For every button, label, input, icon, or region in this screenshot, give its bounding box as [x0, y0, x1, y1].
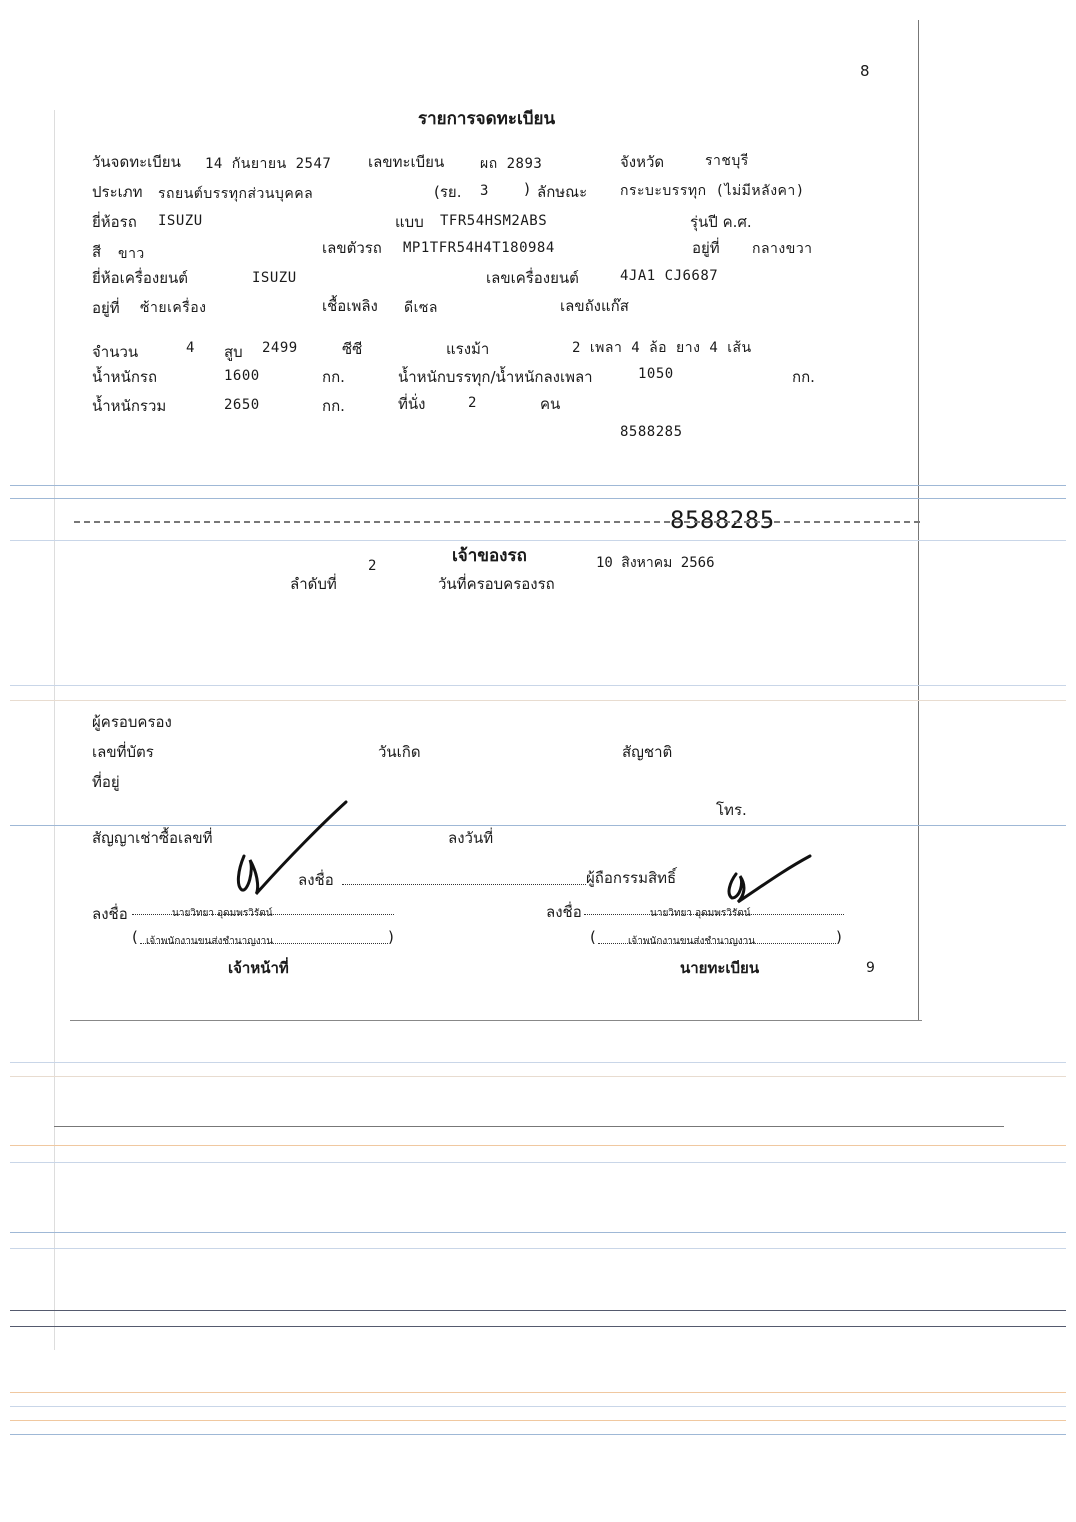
- left-sign-label: ลงชื่อ: [92, 905, 128, 923]
- signature-right: [722, 852, 817, 907]
- weight-label: น้ำหนักรถ: [92, 368, 158, 386]
- cyl-label: สูบ: [224, 343, 243, 361]
- load-label: น้ำหนักบรรทุก/น้ำหนักลงเพลา: [398, 368, 593, 386]
- engine-brand-value: ISUZU: [252, 270, 297, 286]
- right-sign-label: ลงชื่อ: [546, 903, 582, 921]
- phone-label: โทร.: [716, 801, 747, 819]
- left-page-edge: [54, 110, 55, 1350]
- scan-line: [10, 1392, 1066, 1393]
- total-weight-value: 2650: [224, 397, 260, 413]
- plate-value: ผถ 2893: [480, 156, 543, 172]
- birth-label: วันเกิด: [378, 743, 421, 761]
- serial-number: 8588285: [620, 424, 683, 440]
- order-label: ลำดับที่: [290, 575, 337, 593]
- engine-no-label: เลขเครื่องยนต์: [486, 269, 579, 287]
- gas-tank-label: เลขถังแก๊ส: [560, 297, 629, 315]
- serial-partial-cut: 8588285: [670, 506, 775, 534]
- province-value: ราชบุรี: [705, 153, 749, 169]
- reg-date-value: 14 กันยายน 2547: [205, 156, 332, 172]
- sign-line-center: [342, 884, 586, 885]
- model-label: แบบ: [395, 213, 424, 231]
- left-paren-open: (: [132, 928, 138, 946]
- scan-line: [10, 1326, 1066, 1327]
- style-label: ลักษณะ: [537, 183, 588, 201]
- model-value: TFR54HSM2ABS: [440, 213, 548, 229]
- weight-value: 1600: [224, 368, 260, 384]
- left-role: เจ้าหน้าที่: [228, 959, 289, 977]
- brand-label: ยี่ห้อรถ: [92, 213, 137, 231]
- scan-line: [10, 1232, 1066, 1233]
- ry-close: ): [524, 180, 530, 198]
- seats-value: 2: [468, 395, 477, 411]
- ry-label: (รย.: [434, 183, 462, 201]
- scan-line: [10, 1162, 1066, 1163]
- left-official-position: เจ้าพนักงานขนส่งชำนาญงาน: [146, 936, 274, 947]
- owner-right-label: ผู้ถือกรรมสิทธิ์: [586, 869, 677, 887]
- possession-date-value: 10 สิงหาคม 2566: [596, 555, 715, 571]
- scan-line: [10, 485, 1066, 486]
- ry-value: 3: [480, 183, 489, 199]
- total-weight-label: น้ำหนักรวม: [92, 397, 167, 415]
- type-value: รถยนต์บรรทุกส่วนบุคคล: [158, 186, 314, 202]
- count-label: จำนวน: [92, 343, 139, 361]
- cc-label: ซีซี: [342, 340, 363, 358]
- registration-title: รายการจดทะเบียน: [418, 109, 556, 129]
- scan-line: [10, 700, 1066, 701]
- load-value: 1050: [638, 366, 674, 382]
- right-paren-close: ): [836, 928, 842, 946]
- scan-line: [10, 1420, 1066, 1421]
- type-label: ประเภท: [92, 183, 143, 201]
- scan-line: [10, 1434, 1066, 1435]
- chassis-label: เลขตัวรถ: [322, 239, 382, 257]
- axle-text: 2 เพลา 4 ล้อ ยาง 4 เส้น: [572, 340, 752, 356]
- kg-label-3: กก.: [322, 397, 345, 415]
- brand-value: ISUZU: [158, 213, 203, 229]
- person-label: คน: [540, 395, 561, 413]
- hp-label: แรงม้า: [446, 340, 490, 358]
- scan-line: [10, 540, 1066, 541]
- nationality-label: สัญชาติ: [622, 743, 673, 761]
- style-value: กระบะบรรทุก (ไม่มีหลังคา): [620, 183, 805, 199]
- reg-date-label: วันจดทะเบียน: [92, 153, 181, 171]
- engine-no-value: 4JA1 CJ6687: [620, 268, 719, 284]
- count-value: 4: [186, 340, 195, 356]
- address-label: ที่อยู่: [92, 773, 120, 791]
- kg-label-1: กก.: [322, 368, 345, 386]
- scan-line: [10, 1062, 1066, 1063]
- scan-line: [10, 1310, 1066, 1311]
- fuel-label: เชื้อเพลิง: [322, 297, 378, 315]
- cc-value: 2499: [262, 340, 298, 356]
- plate-label: เลขทะเบียน: [368, 153, 445, 171]
- engine-location-label: อยู่ที่: [92, 299, 120, 317]
- location-value: กลางขวา: [752, 241, 813, 257]
- location-label: อยู่ที่: [692, 239, 720, 257]
- page-bottom-edge: [70, 1020, 922, 1021]
- owner-title: เจ้าของรถ: [452, 546, 527, 566]
- card-no-label: เลขที่บัตร: [92, 743, 154, 761]
- kg-label-2: กก.: [792, 368, 815, 386]
- scan-line: [10, 498, 1066, 499]
- seats-label: ที่นั่ง: [398, 395, 426, 413]
- color-label: สี: [92, 243, 102, 261]
- color-value: ขาว: [118, 246, 145, 262]
- fuel-value: ดีเซล: [404, 300, 438, 316]
- scan-line: [10, 1076, 1066, 1077]
- scan-line: [10, 1145, 1066, 1146]
- possession-date-label: วันที่ครอบครองรถ: [438, 575, 555, 593]
- right-page-edge: [918, 20, 919, 1020]
- lease-date-label: ลงวันที่: [448, 829, 494, 847]
- page-number-top: 8: [860, 62, 870, 80]
- scan-line: [10, 1406, 1066, 1407]
- scan-line: [10, 1248, 1066, 1249]
- left-official-name: นายวิทยา อุดมพรวิรัตน์: [172, 908, 273, 919]
- scan-line: [54, 1126, 1004, 1127]
- order-value: 2: [368, 558, 377, 574]
- right-paren-open: (: [590, 928, 596, 946]
- sign-label-center: ลงชื่อ: [298, 871, 334, 889]
- province-label: จังหวัด: [620, 153, 665, 171]
- engine-location-value: ซ้ายเครื่อง: [140, 300, 207, 316]
- perforation-line: [74, 521, 920, 523]
- signature-left: [228, 798, 358, 898]
- scan-line: [10, 685, 1066, 686]
- left-paren-close: ): [388, 928, 394, 946]
- chassis-value: MP1TFR54H4T180984: [403, 240, 555, 256]
- lease-label: สัญญาเช่าซื้อเลขที่: [92, 829, 213, 847]
- page-number-bottom: 9: [866, 960, 875, 976]
- year-label: รุ่นปี ค.ศ.: [690, 213, 752, 231]
- right-official-name: นายวิทยา อุดมพรวิรัตน์: [650, 908, 751, 919]
- right-role: นายทะเบียน: [680, 959, 760, 977]
- possessor-title: ผู้ครอบครอง: [92, 713, 172, 731]
- right-official-position: เจ้าพนักงานขนส่งชำนาญงาน: [628, 936, 756, 947]
- engine-brand-label: ยี่ห้อเครื่องยนต์: [92, 269, 189, 287]
